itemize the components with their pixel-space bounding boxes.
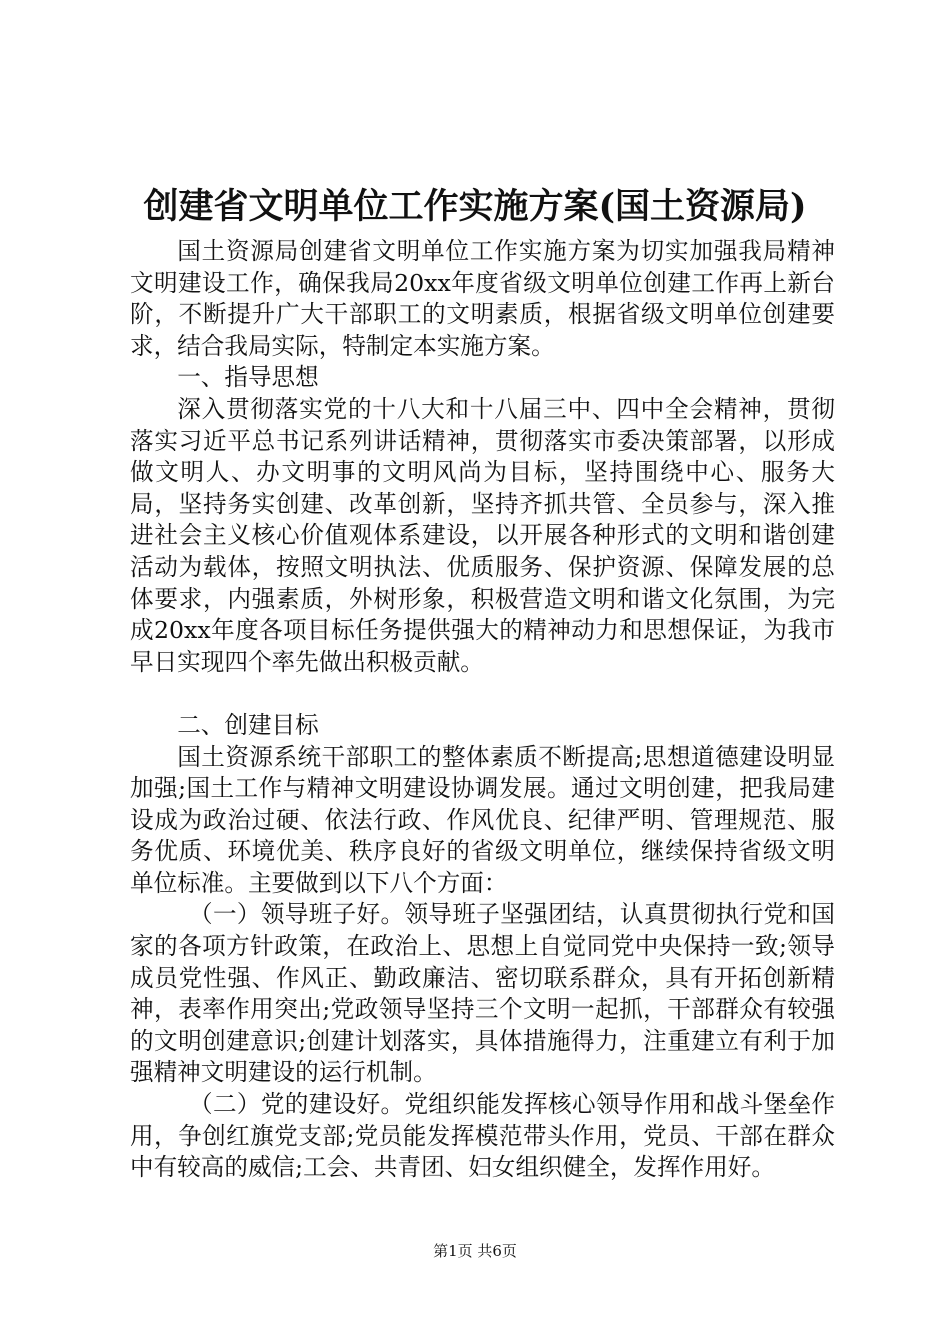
page-footer: 第1页 共6页 [433,1242,517,1260]
document-title: 创建省文明单位工作实施方案(国土资源局) [143,186,807,227]
goal-item-leadership: （一）领导班子好。领导班子坚强团结，认真贯彻执行党和国家的各项方针政策，在政治上、思想上自觉同党中央保持一致;领导成员党性强、作风正、勤政廉洁、密切联系群众，具有开拓创新精神，表率作用突出;党政领导坚持三个文明一起抓，干部群众有较强的文明创建意识;创建计划落实，具体措施得力，注重建立有利于加强精神文明建设的运行机制。 [130,900,835,1087]
guiding-ideology-paragraph: 深入贯彻落实党的十八大和十八届三中、四中全会精神，贯彻落实习近平总书记系列讲话精神，贯彻落实市委决策部署，以形成做文明人、办文明事的文明风尚为目标，坚持围绕中心、服务大局，坚持务实创建、改革创新，坚持齐抓共管、全员参与，深入推进社会主义核心价值观体系建设，以开展各种形式的文明和谐创建活动为载体，按照文明执法、优质服务、保护资源、保障发展的总体要求，内强素质，外树形象，积极营造文明和谐文化氛围，为完成20xx年度各项目标任务提供强大的精神动力和思想保证，为我市早日实现四个率先做出积极贡献。 [130,394,835,676]
paragraph-spacer [130,678,835,710]
section-heading-goals: 二、创建目标 [177,710,319,739]
section-heading-guiding-ideology: 一、指导思想 [177,363,319,392]
intro-paragraph: 国土资源局创建省文明单位工作实施方案为切实加强我局精神文明建设工作，确保我局20xx年度省级文明单位创建工作再上新台阶，不断提升广大干部职工的文明素质，根据省级文明单位创建要求，结合我局实际，特制定本实施方案。 [130,237,835,360]
goal-item-party-building: （二）党的建设好。党组织能发挥核心领导作用和战斗堡垒作用，争创红旗党支部;党员能发挥模范带头作用，党员、干部在群众中有较高的威信;工会、共青团、妇女组织健全，发挥作用好。 [130,1090,835,1182]
document-body [130,236,835,1184]
goals-paragraph: 国土资源系统干部职工的整体素质不断提高;思想道德建设明显加强;国土工作与精神文明建设协调发展。通过文明创建，把我局建设成为政治过硬、依法行政、作风优良、纪律严明、管理规范、服务优质、环境优美、秩序良好的省级文明单位，继续保持省级文明单位标准。主要做到以下八个方面： [130,742,835,897]
